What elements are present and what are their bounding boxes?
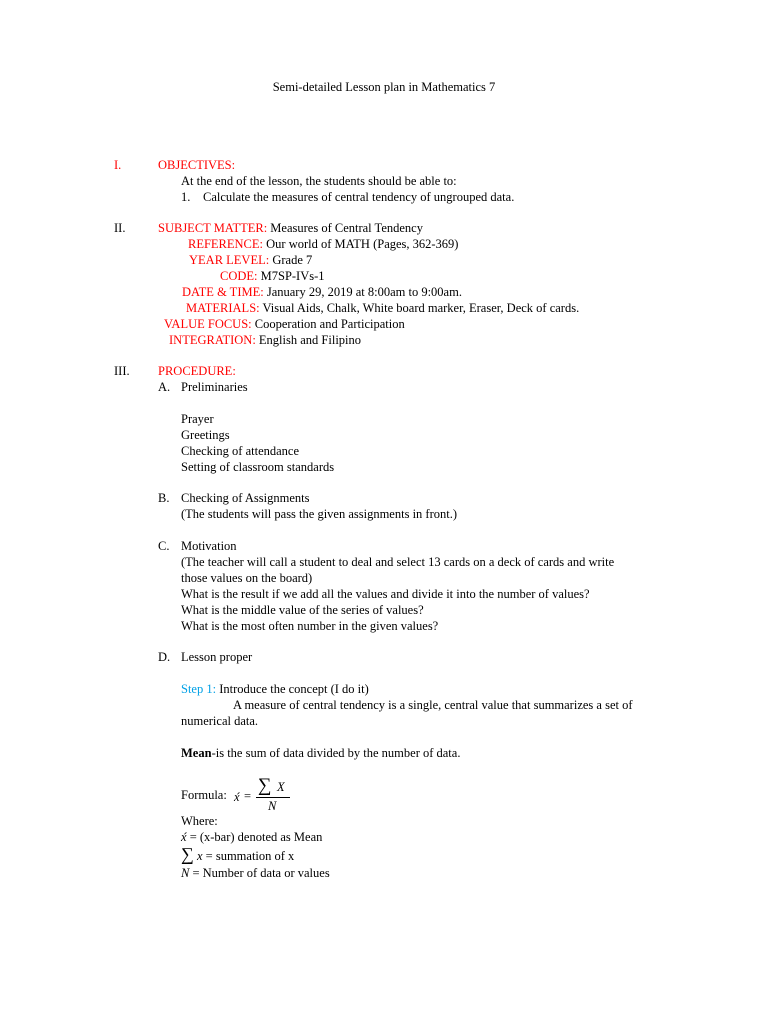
year-level-value: Grade 7: [272, 253, 313, 267]
def-mean-text: = (x-bar) denoted as Mean: [189, 830, 323, 844]
part-d-title: Lesson proper: [181, 650, 253, 664]
value-focus-row: [164, 317, 405, 332]
def-n: [181, 866, 330, 881]
reference-row: [188, 237, 458, 252]
part-d-letter: D.: [158, 650, 171, 664]
preliminary-item: Setting of classroom standards: [181, 460, 335, 474]
formula-numerator-var: X: [277, 780, 285, 794]
part-b-line: (The students will pass the given assignments in front.): [181, 507, 458, 521]
reference-label: REFERENCE:: [188, 237, 264, 251]
subject-value: Measures of Central Tendency: [270, 221, 423, 235]
objective-item-text: Calculate the measures of central tendency of ungrouped data.: [203, 190, 515, 204]
integration-value: English and Filipino: [258, 333, 362, 347]
mean-definition-text: -is the sum of data divided by the number of data.: [211, 746, 461, 760]
integration-label: INTEGRATION:: [169, 333, 256, 347]
formula-xbar: x́: [234, 790, 240, 804]
year-level-label: YEAR LEVEL:: [189, 253, 270, 267]
motivation-line: What is the most often number in the given values?: [181, 619, 439, 633]
def-summation-text: = summation of x: [205, 849, 295, 863]
formula-denominator: N: [268, 799, 277, 813]
materials-value: Visual Aids, Chalk, White board marker, Eraser, Deck of cards.: [262, 301, 580, 315]
motivation-line: What is the result if we add all the values and divide it into the number of values?: [181, 587, 590, 601]
step-line: [181, 682, 369, 697]
section-number-2: II.: [114, 221, 126, 235]
def-n-symbol: N: [181, 866, 190, 880]
mean-definition: [181, 746, 460, 761]
subject-row: [158, 221, 423, 236]
definition-paragraph-line1: A measure of central tendency is a single, central value that summarizes a set of: [233, 698, 633, 712]
preliminary-item: Checking of attendance: [181, 444, 300, 458]
formula-sigma: ∑: [258, 775, 272, 796]
where-label: Where:: [181, 814, 218, 828]
motivation-line: those values on the board): [181, 571, 313, 585]
part-c-title: Motivation: [181, 539, 237, 553]
value-focus-value: Cooperation and Participation: [254, 317, 405, 331]
page-title: Semi-detailed Lesson plan in Mathematics 7: [272, 80, 496, 94]
preliminary-item: Prayer: [181, 412, 214, 426]
def-n-text: = Number of data or values: [192, 866, 330, 880]
procedure-heading: PROCEDURE:: [158, 364, 236, 378]
step-label: Step 1:: [181, 682, 217, 696]
motivation-line: (The teacher will call a student to deal and select 13 cards on a deck of cards and write: [181, 555, 615, 569]
value-focus-label: VALUE FOCUS:: [164, 317, 252, 331]
subject-label: SUBJECT MATTER:: [158, 221, 268, 235]
part-a-letter: A.: [158, 380, 171, 394]
def-summation: [181, 844, 295, 864]
objective-item-number: 1.: [181, 190, 191, 204]
section-number-3: III.: [114, 364, 130, 378]
formula-equals: =: [244, 789, 252, 803]
def-summation-var: x: [196, 849, 203, 863]
year-level-row: [189, 253, 312, 268]
objectives-intro: At the end of the lesson, the students should be able to:: [181, 174, 457, 188]
code-row: [220, 269, 325, 284]
code-label: CODE:: [220, 269, 258, 283]
motivation-line: What is the middle value of the series of values?: [181, 603, 424, 617]
preliminary-item: Greetings: [181, 428, 230, 442]
part-b-letter: B.: [158, 491, 170, 505]
def-sigma: ∑: [181, 844, 194, 864]
step-text: Introduce the concept (I do it): [219, 682, 369, 696]
formula-label: Formula:: [181, 788, 227, 802]
part-a-title: Preliminaries: [181, 380, 248, 394]
reference-value: Our world of MATH (Pages, 362-369): [266, 237, 459, 251]
code-value: M7SP-IVs-1: [260, 269, 325, 283]
section-number-1: I.: [114, 158, 122, 172]
mean-term: Mean: [181, 746, 212, 760]
materials-row: [186, 301, 579, 316]
date-time-value: January 29, 2019 at 8:00am to 9:00am.: [266, 285, 462, 299]
fraction-bar: [256, 797, 290, 798]
materials-label: MATERIALS:: [186, 301, 260, 315]
definition-paragraph-line2: numerical data.: [181, 714, 259, 728]
integration-row: [169, 333, 361, 348]
objectives-heading: OBJECTIVES:: [158, 158, 236, 172]
part-b-title: Checking of Assignments: [181, 491, 310, 505]
date-time-label: DATE & TIME:: [182, 285, 264, 299]
def-mean: [181, 830, 322, 845]
part-c-letter: C.: [158, 539, 170, 553]
def-mean-symbol: x́: [181, 830, 187, 844]
date-time-row: [182, 285, 462, 300]
